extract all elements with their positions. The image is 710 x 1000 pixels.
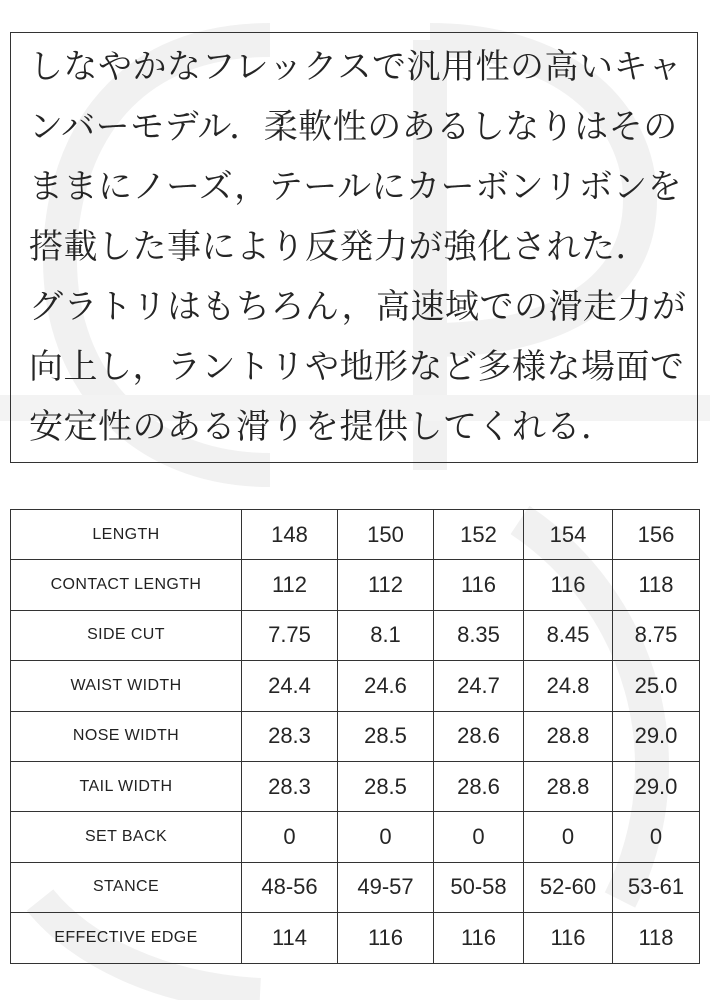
spec-value: 116 — [434, 560, 524, 610]
spec-value: 150 — [338, 510, 434, 560]
spec-value: 8.75 — [613, 610, 700, 660]
description-line: しなやかなフレックスで汎用性の高いキャ — [29, 47, 683, 87]
spec-value: 24.7 — [434, 661, 524, 711]
spec-value: 116 — [524, 913, 613, 963]
spec-value: 156 — [613, 510, 700, 560]
spec-value: 28.8 — [524, 711, 613, 761]
spec-value: 118 — [613, 560, 700, 610]
spec-value: 114 — [242, 913, 338, 963]
spec-value: 8.35 — [434, 610, 524, 660]
spec-label: NOSE WIDTH — [11, 711, 242, 761]
spec-value: 116 — [434, 913, 524, 963]
description-line: グラトリはもちろん，高速域での滑走力が — [29, 287, 687, 327]
spec-value: 52-60 — [524, 862, 613, 912]
spec-value: 0 — [242, 812, 338, 862]
spec-value: 28.5 — [338, 711, 434, 761]
description-line: 搭載した事により反発力が強化された． — [29, 227, 650, 267]
spec-value: 28.8 — [524, 761, 613, 811]
spec-row-tail-width — [11, 761, 700, 811]
spec-value: 53-61 — [613, 862, 700, 912]
spec-label: TAIL WIDTH — [11, 761, 242, 811]
spec-value: 28.6 — [434, 761, 524, 811]
spec-value: 49-57 — [338, 862, 434, 912]
spec-label: EFFECTIVE EDGE — [11, 913, 242, 963]
spec-value: 25.0 — [613, 661, 700, 711]
spec-value: 48-56 — [242, 862, 338, 912]
spec-value: 24.4 — [242, 661, 338, 711]
spec-row-nose-width — [11, 711, 700, 761]
description-box — [10, 32, 698, 463]
spec-value: 24.6 — [338, 661, 434, 711]
spec-value: 28.6 — [434, 711, 524, 761]
spec-label: SET BACK — [11, 812, 242, 862]
spec-row-length — [11, 510, 700, 560]
spec-table — [10, 509, 700, 964]
spec-value: 112 — [242, 560, 338, 610]
spec-label: CONTACT LENGTH — [11, 560, 242, 610]
spec-value: 118 — [613, 913, 700, 963]
spec-value: 24.8 — [524, 661, 613, 711]
spec-value: 0 — [613, 812, 700, 862]
spec-row-stance — [11, 862, 700, 912]
description-line: ままにノーズ，テールにカーボンリボンを — [29, 167, 683, 207]
spec-row-side-cut — [11, 610, 700, 660]
spec-value: 0 — [338, 812, 434, 862]
spec-value: 28.3 — [242, 761, 338, 811]
spec-value: 112 — [338, 560, 434, 610]
spec-value: 8.45 — [524, 610, 613, 660]
spec-value: 116 — [338, 913, 434, 963]
spec-label: WAIST WIDTH — [11, 661, 242, 711]
description-line: 安定性のある滑りを提供してくれる． — [29, 407, 616, 447]
spec-row-set-back — [11, 812, 700, 862]
spec-value: 7.75 — [242, 610, 338, 660]
spec-value: 29.0 — [613, 711, 700, 761]
spec-value: 116 — [524, 560, 613, 610]
spec-label: LENGTH — [11, 510, 242, 560]
spec-row-contact-length — [11, 560, 700, 610]
spec-value: 152 — [434, 510, 524, 560]
spec-value: 148 — [242, 510, 338, 560]
spec-value: 28.3 — [242, 711, 338, 761]
description-line: 向上し，ラントリや地形など多様な場面で — [29, 347, 685, 387]
spec-label: SIDE CUT — [11, 610, 242, 660]
spec-value: 0 — [524, 812, 613, 862]
description-line: ンバーモデル．柔軟性のあるしなりはその — [29, 107, 678, 147]
spec-value: 8.1 — [338, 610, 434, 660]
spec-value: 28.5 — [338, 761, 434, 811]
spec-label: STANCE — [11, 862, 242, 912]
spec-value: 50-58 — [434, 862, 524, 912]
spec-value: 0 — [434, 812, 524, 862]
spec-row-effective-edge — [11, 913, 700, 963]
spec-value: 29.0 — [613, 761, 700, 811]
spec-row-waist-width — [11, 661, 700, 711]
spec-value: 154 — [524, 510, 613, 560]
